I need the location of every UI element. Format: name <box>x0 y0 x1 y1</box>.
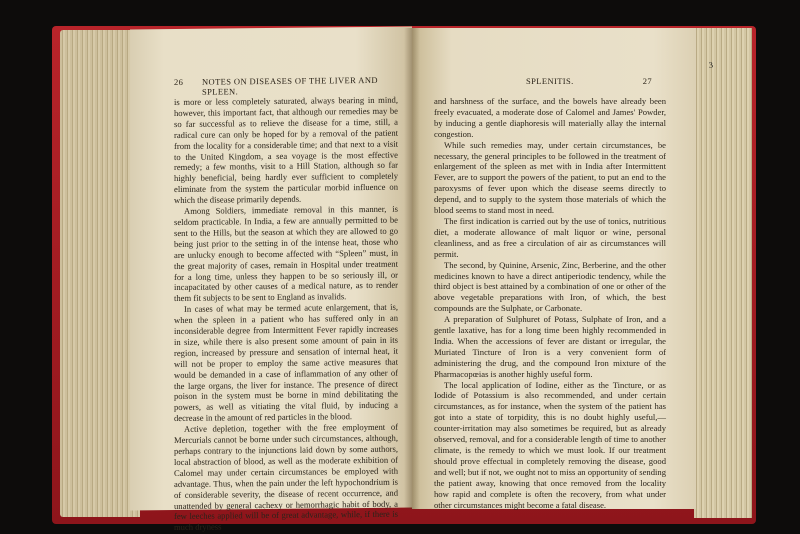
right-page-edges <box>694 28 752 518</box>
left-page-number: 26 <box>174 76 184 88</box>
paragraph: is more or less completely saturated, always bearing in mind, however, this important fact, that although our remedies may be so far successful as to relieve the disease for a time, still, a radical cure can only be hoped for by a removal of the patient from the locality for a considerable time; and that next to a visit to the United Kingdom, a sea voyage is the most effective remedy; a few months, visit to a Hill Station, although so far highly beneficial, being hardly ever sufficient to completely eliminate from the system the particular morbid influence on which the disease primarily depends. <box>174 94 398 206</box>
paragraph: and harshness of the surface, and the bowels have already been freely evacuated, a moderate dose of Calomel and James' Powder, by inducing a gentle diaphoresis will materially allay the internal congestion. <box>434 96 666 139</box>
paragraph: Among Soldiers, immediate removal in this manner, is seldom practicable. In India, a few are annually permitted to be sent to the Hills, but the season at which they are allowed to go being just prior to the setting in of the intense heat, those who are unlucky enough to become affected with “Spleen” must, in the great majority of cases, remain in Hospital under treatment for a long time, unless they happen to be so seriously ill, or incapacitated by other causes of a medical nature, as to render them fit subjects to be sent to England as invalids. <box>174 203 398 304</box>
paragraph: Active depletion, together with the free employment of Mercurials cannot be borne under such circumstances, although, perhaps contrary to the injunctions laid down by some authors, local abstraction of blood, as well as the moderate exhibition of Calomel may under certain circumstances be employed with advantage. Thus, when the pain under the left hypochondrium is of considerable severity, the disease of recent occurrence, and unattended by general cachexy or hemorrhagic habit of body, a few leeches applied will be of great advantage, while, if there is much dryness <box>174 421 398 533</box>
left-page-body <box>174 95 398 534</box>
left-page-edges <box>60 30 140 517</box>
right-page-number: 27 <box>642 76 652 86</box>
right-page-body <box>434 96 666 510</box>
paragraph: In cases of what may be termed acute enlargement, that is, when the spleen in a patient who has suffered only in an inconsiderable degree from Intermittent Fever rapidly increases in size, while there is also present some amount of pain in its region, increased by pressure and sensation of internal heat, it will not be proper to employ the same active measures that would be demanded in a case of inflammation of any other of the large organs, the liver for instance. The presence of direct poison in the system must be borne in mind debilitating the powers, as well as vitiating the vital fluid, by inducing a decrease in the amount of red particles in the blood. <box>174 301 398 424</box>
pencil-mark: ₃ <box>706 53 714 70</box>
paragraph: The second, by Quinine, Arsenic, Zinc, Berberine, and the other medicines known to have a direct antiperiodic tendency, while the third object is best attained by a combination of one or other of the above vegetable preparations with Iron, of which, the best compounds are the Sulphate, or Carbonate. <box>434 259 666 314</box>
left-page <box>130 27 412 533</box>
right-page-running-title: SPLENITIS. <box>526 76 574 86</box>
left-page-running-title: NOTES ON DISEASES OF THE LIVER AND SPLEEN. <box>202 74 378 97</box>
paragraph: The first indication is carried out by the use of tonics, nutritious diet, a moderate allowance of malt liquor or wine, personal cleanliness, and as free a circulation of air as circumstances will permit. <box>434 215 666 259</box>
right-page <box>412 28 696 509</box>
paragraph: The local application of Iodine, either as the Tincture, or as Iodide of Potassium is also recommended, and under certain circumstances, as for instance, when the system of the patient has got into a state of torpidity, this is no doubt highly useful,—counter-irritation may also sometimes be required, but as already observed, removal, and for a considerable length of time to another climate, is the remedy to which we must look. If our treatment should prove effectual in completely removing the disease, good and well; but if not, we ought not to miss an opportunity of sending the patient away, knowing that once removed from the locality how rapid and complete is often the recovery, from what under other circumstances might become a fatal disease. <box>434 379 667 510</box>
book-gutter <box>404 28 420 509</box>
left-page-header <box>130 74 412 97</box>
paragraph: While such remedies may, under certain circumstances, be necessary, the general principles to be followed in the treatment of enlargement of the spleen as met with in India after Intermittent Fever, are to support the powers of the patient, to put an end to the paroxysms of fever upon which the disease seems directly to depend, and to supply to the system those materials of which the blood seems to stand most in need. <box>434 139 666 216</box>
paragraph: A preparation of Sulphuret of Potass, Sulphate of Iron, and a gentle laxative, has for a long time been highly recommended in India. When the accessions of fever are distant or irregular, the Muriated Tincture of Iron is a very convenient form of administering the drug, and the compound Iron mixture of the Pharmacopœias is another highly useful form. <box>434 314 666 379</box>
